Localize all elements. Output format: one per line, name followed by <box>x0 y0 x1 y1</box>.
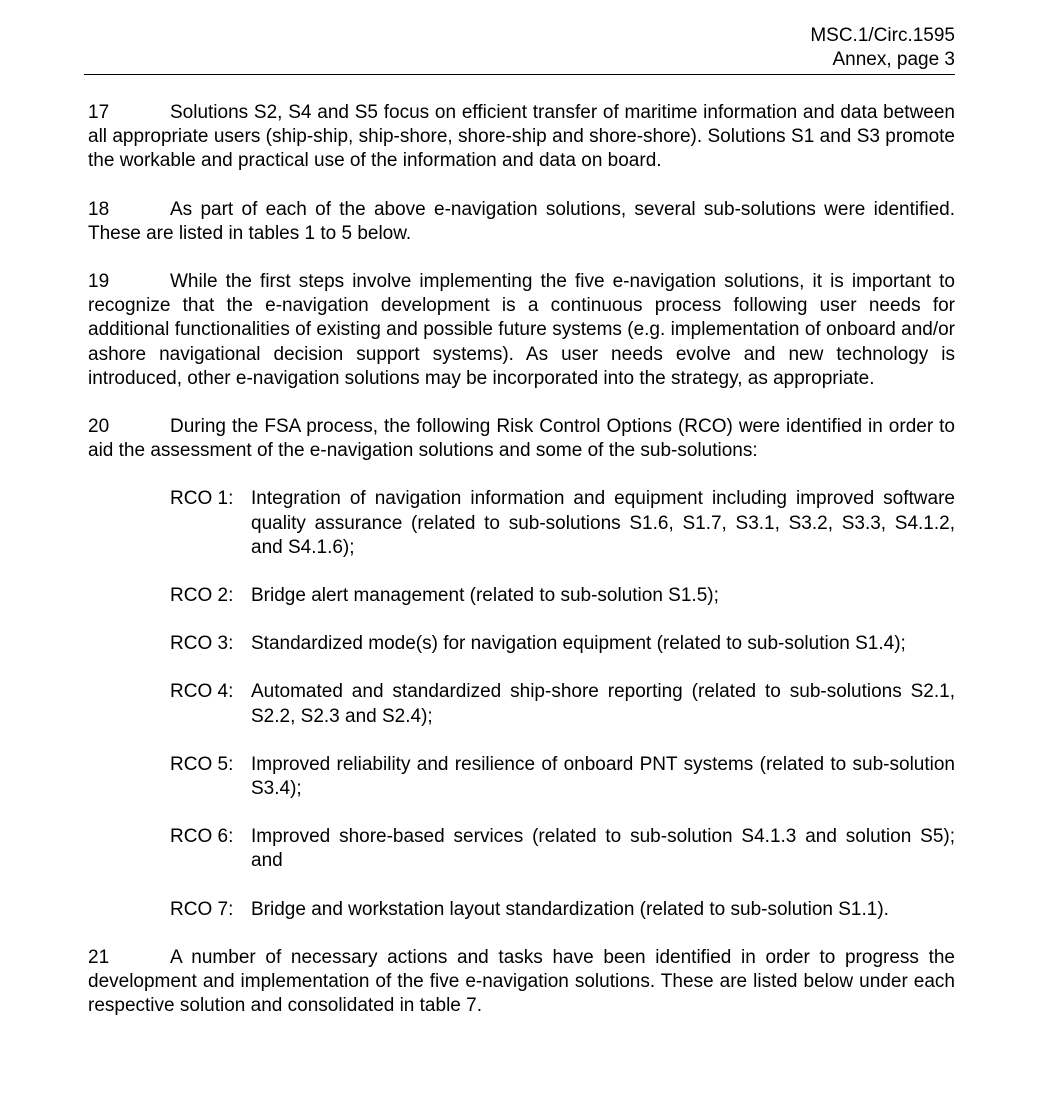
rco-item <box>170 753 955 801</box>
rco-item <box>170 680 955 728</box>
paragraph-17 <box>88 101 955 174</box>
rco-text: Improved shore-based services (related to sub-solution S4.1.3 and solution S5); and <box>251 826 955 872</box>
rco-item <box>170 632 955 656</box>
rco-item <box>170 898 955 922</box>
paragraph-18 <box>88 198 955 246</box>
paragraph-text: Solutions S2, S4 and S5 focus on efficient transfer of maritime information and data between all appropriate users (ship-ship, ship-shore, shore-ship and shore-shore). Solutions S1 and S3 promote the workable and practical use of the information and data on board. <box>88 102 955 172</box>
header-rule <box>84 74 955 75</box>
rco-label: RCO 4: <box>170 681 234 703</box>
page-reference: Annex, page 3 <box>832 49 955 70</box>
paragraph-text: A number of necessary actions and tasks have been identified in order to progress the development and implementation of the five e-navigation solutions. These are listed below under each respective solution and consolidated in table 7. <box>88 946 955 1017</box>
page-header <box>88 24 955 72</box>
paragraph-number: 17 <box>88 102 110 123</box>
rco-label: RCO 6: <box>170 826 234 848</box>
rco-text: Automated and standardized ship-shore reporting (related to sub-solutions S2.1, S2.2, S2.3 and S2.4); <box>251 681 955 727</box>
paragraph-20 <box>88 415 955 463</box>
rco-label: RCO 5: <box>170 753 234 775</box>
paragraph-number: 19 <box>88 271 110 293</box>
rco-label: RCO 2: <box>170 585 234 607</box>
rco-list <box>88 487 955 921</box>
rco-label: RCO 7: <box>170 898 234 920</box>
paragraph-number: 20 <box>88 416 110 438</box>
rco-text: Standardized mode(s) for navigation equipment (related to sub-solution S1.4); <box>251 633 906 655</box>
rco-label: RCO 1: <box>170 488 234 510</box>
paragraph-number: 21 <box>88 946 110 968</box>
rco-text: Bridge and workstation layout standardization (related to sub-solution S1.1). <box>251 898 889 920</box>
paragraph-text: While the first steps involve implementing the five e-navigation solutions, it is important to recognize that the e-navigation development is a continuous process following user needs for additional functionalities of existing and possible future systems (e.g. implementation of onboard and/or ashore navigational decision support systems). As user needs evolve and new technology is introduced, other e-navigation solutions may be incorporated into the strategy, as appropriate. <box>88 271 955 389</box>
paragraph-21 <box>88 946 955 1019</box>
rco-text: Bridge alert management (related to sub-solution S1.5); <box>251 585 719 607</box>
paragraph-text: During the FSA process, the following Risk Control Options (RCO) were identified in order to aid the assessment of the e-navigation solutions and some of the sub-solutions: <box>88 416 955 462</box>
rco-text: Improved reliability and resilience of onboard PNT systems (related to sub-solution S3.4); <box>251 753 955 800</box>
rco-text: Integration of navigation information and equipment including improved software quality assurance (related to sub-solutions S1.6, S1.7, S3.1, S3.2, S3.3, S4.1.2, and S4.1.6); <box>251 488 955 558</box>
rco-item <box>170 584 955 608</box>
rco-label: RCO 3: <box>170 633 234 655</box>
paragraph-text: As part of each of the above e-navigation solutions, several sub-solutions were identified. These are listed in tables 1 to 5 below. <box>88 198 955 244</box>
rco-item <box>170 487 955 560</box>
document-page <box>88 24 955 1018</box>
document-reference: MSC.1/Circ.1595 <box>810 25 955 46</box>
paragraph-19 <box>88 270 955 391</box>
paragraph-number: 18 <box>88 198 110 220</box>
rco-item <box>170 825 955 873</box>
